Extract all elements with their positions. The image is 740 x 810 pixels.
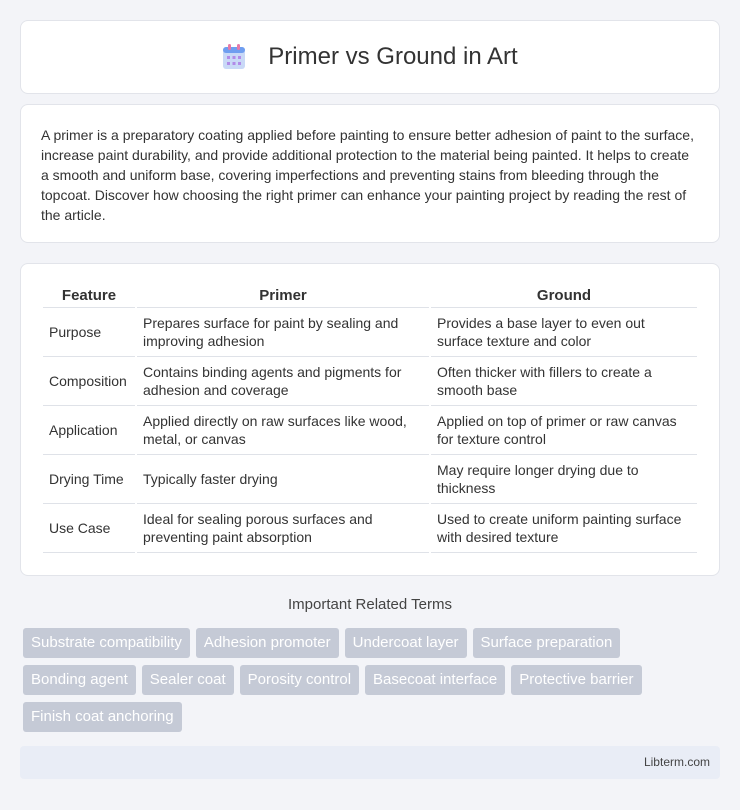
- tag-bonding-agent[interactable]: Bonding agent: [23, 665, 136, 695]
- cell-feature: Purpose: [43, 308, 135, 357]
- cell-ground: Used to create uniform painting surface with desired texture: [431, 504, 697, 553]
- cell-primer: Prepares surface for paint by sealing and improving adhesion: [137, 308, 429, 357]
- table-row: [43, 455, 697, 504]
- footer: [20, 746, 720, 779]
- related-terms-title: Important Related Terms: [288, 596, 452, 613]
- tag-surface-preparation[interactable]: Surface preparation: [473, 628, 621, 658]
- cell-ground: Often thicker with fillers to create a smooth base: [431, 357, 697, 406]
- cell-primer: Contains binding agents and pigments for adhesion and coverage: [137, 357, 429, 406]
- page-title: Primer vs Ground in Art: [268, 43, 518, 70]
- intro-text: A primer is a preparatory coating applied before painting to ensure better adhesion of paint to the surface, increase paint durability, and provide additional protection to the material being painted. It helps to create a smooth and uniform base, covering imperfections and preventing stains from bleeding through the topcoat. Discover how choosing the right primer can enhance your painting project by reading the rest of the article.: [41, 127, 694, 223]
- comparison-card: [20, 263, 720, 576]
- tag-adhesion-promoter[interactable]: Adhesion promoter: [196, 628, 339, 658]
- cell-feature: Application: [43, 406, 135, 455]
- header-ground: Ground: [431, 286, 697, 308]
- tag-protective-barrier[interactable]: Protective barrier: [511, 665, 641, 695]
- cell-primer: Typically faster drying: [137, 455, 429, 504]
- tag-substrate-compatibility[interactable]: Substrate compatibility: [23, 628, 190, 658]
- tag-finish-coat-anchoring[interactable]: Finish coat anchoring: [23, 702, 182, 732]
- cell-primer: Applied directly on raw surfaces like wood, metal, or canvas: [137, 406, 429, 455]
- tag-porosity-control[interactable]: Porosity control: [240, 665, 359, 695]
- table-row: [43, 357, 697, 406]
- cell-feature: Drying Time: [43, 455, 135, 504]
- header-primer: Primer: [137, 286, 429, 308]
- intro-card: [20, 104, 720, 243]
- header-feature: Feature: [43, 286, 135, 308]
- tag-undercoat-layer[interactable]: Undercoat layer: [345, 628, 467, 658]
- cell-feature: Composition: [43, 357, 135, 406]
- cell-feature: Use Case: [43, 504, 135, 553]
- related-terms-list: [23, 628, 723, 732]
- tag-sealer-coat[interactable]: Sealer coat: [142, 665, 234, 695]
- header-card: [20, 20, 720, 94]
- tag-basecoat-interface[interactable]: Basecoat interface: [365, 665, 505, 695]
- cell-ground: May require longer drying due to thickness: [431, 455, 697, 504]
- table-row: [43, 406, 697, 455]
- comparison-table: [41, 286, 699, 553]
- cell-primer: Ideal for sealing porous surfaces and preventing paint absorption: [137, 504, 429, 553]
- table-row: [43, 504, 697, 553]
- table-header-row: [43, 286, 697, 308]
- cell-ground: Provides a base layer to even out surface texture and color: [431, 308, 697, 357]
- footer-site-link[interactable]: Libterm.com: [643, 755, 710, 769]
- calendar-icon: [222, 44, 246, 70]
- cell-ground: Applied on top of primer or raw canvas for texture control: [431, 406, 697, 455]
- table-row: [43, 308, 697, 357]
